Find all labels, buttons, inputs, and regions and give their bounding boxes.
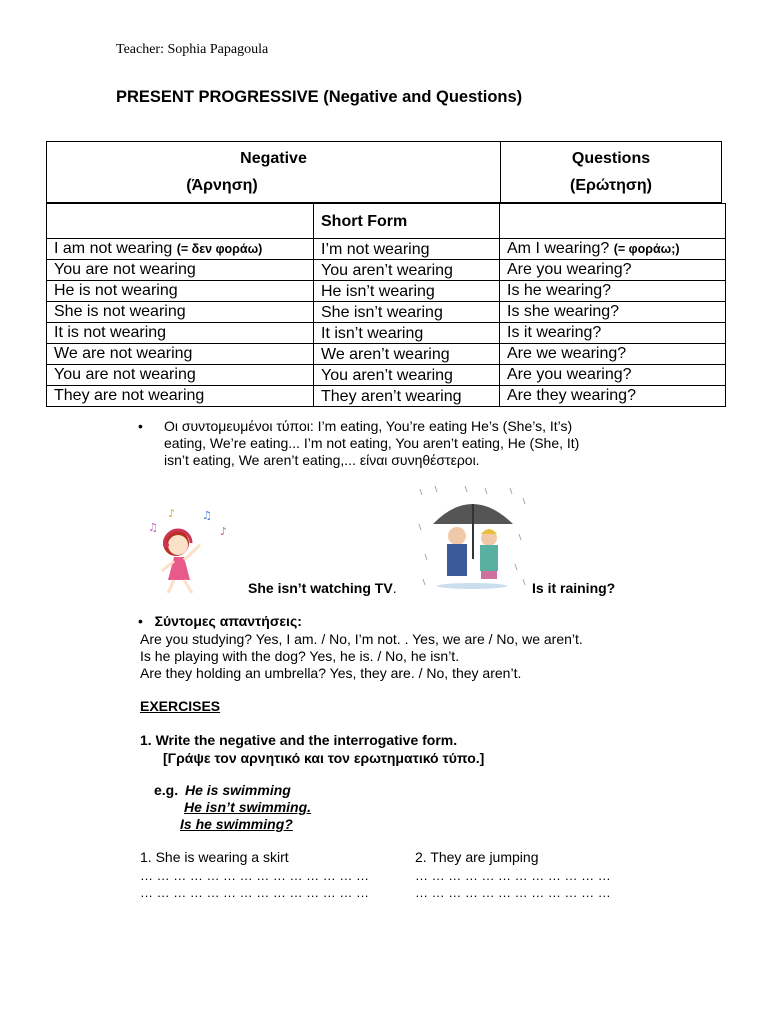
negative-cell bbox=[47, 260, 314, 281]
question-text: Is it wearing? bbox=[507, 324, 602, 341]
example-question: Is he swimming? bbox=[180, 816, 293, 832]
teacher-name: Teacher: Sophia Papagoula bbox=[116, 42, 269, 57]
table-row bbox=[47, 323, 726, 344]
negative-text: I am not wearing bbox=[54, 240, 173, 257]
question-text: Are you wearing? bbox=[507, 366, 632, 383]
example-negative: He isn’t swimming. bbox=[184, 799, 312, 815]
example-sentence: He is swimming bbox=[185, 782, 291, 798]
svg-text:♫: ♫ bbox=[202, 509, 212, 522]
negative-text: He is not wearing bbox=[54, 282, 178, 299]
short-form-cell: She isn’t wearing bbox=[314, 302, 500, 323]
negative-cell bbox=[47, 344, 314, 365]
table-row bbox=[47, 281, 726, 302]
question-text: Am I wearing? bbox=[507, 240, 610, 257]
question-text: Are we wearing? bbox=[507, 345, 627, 362]
caption-watching-tv-text: She isn’t watching TV bbox=[248, 580, 393, 596]
table-subheader-row bbox=[47, 204, 726, 239]
short-answer-line: Are you studying? Yes, I am. / No, I’m not. . Yes, we are / No, we aren’t. bbox=[140, 631, 583, 647]
question-text: Is he wearing? bbox=[507, 282, 612, 299]
negative-text: You are not wearing bbox=[54, 366, 196, 383]
negative-cell bbox=[47, 386, 314, 407]
question-cell bbox=[500, 323, 726, 344]
answer-blank[interactable]: … … … … … … … … … … … … … … bbox=[140, 885, 369, 900]
answer-blank[interactable]: … … … … … … … … … … … … … … bbox=[140, 868, 369, 883]
question-text: Is she wearing? bbox=[507, 303, 620, 320]
short-answer-line: Are they holding an umbrella? Yes, they are. / No, they aren’t. bbox=[140, 665, 522, 681]
question-cell bbox=[500, 302, 726, 323]
questions-heading-greek: (Ερώτηση) bbox=[570, 177, 652, 194]
short-form-cell: He isn’t wearing bbox=[314, 281, 500, 302]
empty-cell bbox=[47, 204, 314, 239]
short-form-cell: I’m not wearing bbox=[314, 239, 500, 260]
questions-heading: Questions bbox=[571, 150, 651, 167]
negative-heading: Negative bbox=[240, 150, 307, 167]
table-row bbox=[47, 344, 726, 365]
table-row bbox=[47, 386, 726, 407]
question-note: (= φοράω;) bbox=[613, 242, 680, 256]
couple-umbrella-illustration bbox=[415, 484, 530, 592]
table-row bbox=[47, 239, 726, 260]
question-cell bbox=[500, 365, 726, 386]
short-answers-title bbox=[138, 613, 302, 629]
negative-cell bbox=[47, 281, 314, 302]
example-label: e.g. bbox=[154, 782, 179, 798]
negative-cell bbox=[47, 239, 314, 260]
note-line-2: eating, We’re eating... I’m not eating, You aren’t eating, He (She, It) bbox=[164, 435, 580, 451]
short-answers-title-text: Σύντομες απαντήσεις: bbox=[154, 613, 302, 629]
svg-text:♫: ♫ bbox=[148, 521, 158, 534]
short-form-cell: It isn’t wearing bbox=[314, 323, 500, 344]
negative-text: They are not wearing bbox=[54, 387, 205, 404]
short-form-cell: We aren’t wearing bbox=[314, 344, 500, 365]
caption-dot: . bbox=[392, 580, 397, 596]
table-row bbox=[47, 365, 726, 386]
note-line-3: isn’t eating, We aren’t eating,... είναι συνηθέστεροι. bbox=[164, 452, 480, 468]
negative-cell bbox=[47, 323, 314, 344]
negative-note: (= δεν φοράω) bbox=[176, 242, 263, 256]
bullet-icon: • bbox=[138, 613, 155, 629]
question-cell bbox=[500, 260, 726, 281]
table-row bbox=[47, 260, 726, 281]
short-form-cell: You aren’t wearing bbox=[314, 260, 500, 281]
negative-cell bbox=[47, 302, 314, 323]
question-text: Are they wearing? bbox=[507, 387, 636, 404]
svg-text:♪: ♪ bbox=[168, 507, 176, 520]
answer-blank[interactable]: … … … … … … … … … … … … bbox=[415, 868, 611, 883]
table-header bbox=[46, 141, 722, 203]
caption-watching-tv bbox=[248, 580, 397, 596]
answer-blank[interactable]: … … … … … … … … … … … … bbox=[415, 885, 611, 900]
page-title: PRESENT PROGRESSIVE (Negative and Questions) bbox=[116, 88, 523, 106]
short-form-heading: Short Form bbox=[314, 204, 500, 239]
question-cell bbox=[500, 386, 726, 407]
exercise-1-instruction: 1. Write the negative and the interrogative form. bbox=[140, 732, 458, 748]
negative-cell bbox=[47, 365, 314, 386]
exercise-item-1: 1. She is wearing a skirt bbox=[140, 849, 289, 865]
exercise-1-instruction-greek: [Γράψε τον αρνητικό και τον ερωτηματικό τύπο.] bbox=[163, 750, 485, 766]
empty-cell bbox=[500, 204, 726, 239]
question-cell bbox=[500, 344, 726, 365]
bullet-icon: • bbox=[138, 418, 143, 434]
short-answer-line: Is he playing with the dog? Yes, he is. / No, he isn’t. bbox=[140, 648, 460, 664]
question-cell bbox=[500, 281, 726, 302]
exercises-title: EXERCISES bbox=[140, 698, 221, 714]
contraction-note bbox=[138, 418, 580, 468]
negative-text: She is not wearing bbox=[54, 303, 186, 320]
table-row bbox=[47, 302, 726, 323]
question-text: Are you wearing? bbox=[507, 261, 632, 278]
short-form-cell: You aren’t wearing bbox=[314, 365, 500, 386]
girl-headphones-illustration bbox=[138, 505, 238, 597]
question-cell bbox=[500, 239, 726, 260]
negative-heading-greek: (Άρνηση) bbox=[186, 177, 258, 194]
negative-text: We are not wearing bbox=[54, 345, 193, 362]
svg-text:♪: ♪ bbox=[220, 525, 228, 538]
exercise-item-2: 2. They are jumping bbox=[415, 849, 539, 865]
short-form-cell: They aren’t wearing bbox=[314, 386, 500, 407]
conjugation-table bbox=[46, 203, 726, 407]
caption-raining: Is it raining? bbox=[532, 580, 616, 596]
negative-text: It is not wearing bbox=[54, 324, 167, 341]
negative-text: You are not wearing bbox=[54, 261, 196, 278]
note-line-1: Οι συντομευμένοι τύποι: I’m eating, You’re eating He’s (She’s, It’s) bbox=[164, 418, 573, 434]
